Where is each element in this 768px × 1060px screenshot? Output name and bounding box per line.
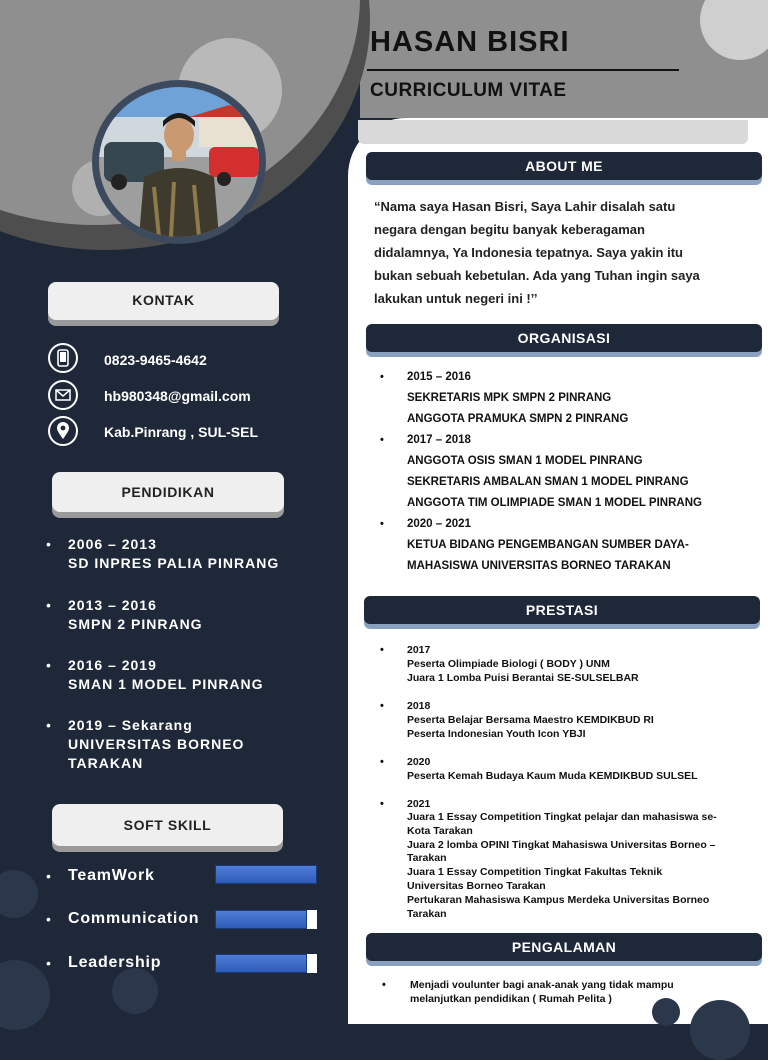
bullet: • [46,717,51,733]
prestasi-line: Peserta Indonesian Youth Icon YBJI [407,728,586,740]
pendidikan-heading: PENDIDIKAN [52,472,284,512]
org-role: SEKRETARIS AMBALAN SMAN 1 MODEL PINRANG [407,476,689,488]
edu-years: 2013 – 2016 [68,597,157,613]
kontak-heading: KONTAK [48,282,279,320]
page-title: HASAN BISRI [370,26,570,58]
prestasi-heading: PRESTASI [364,596,760,624]
edu-school: UNIVERSITAS BORNEO [68,736,245,752]
about-heading: ABOUT ME [366,152,762,180]
skill-level-bar [215,910,307,929]
prestasi-line: Peserta Olimpiade Biologi ( BODY ) UNM [407,658,610,670]
org-role: SEKRETARIS MPK SMPN 2 PINRANG [407,392,612,404]
bullet: • [46,657,51,673]
bullet: • [46,911,51,927]
list-item: • 2017 – 2018 [380,434,471,446]
prestasi-line: Tarakan [407,907,447,920]
edu-school: SMAN 1 MODEL PINRANG [68,676,264,692]
list-item [68,656,264,694]
pengalaman-heading: PENGALAMAN [366,933,762,961]
divider [367,69,679,71]
about-line: “Nama saya Hasan Bisri, Saya Lahir disalah satu [374,199,676,214]
edu-school: TARAKAN [68,755,144,771]
prestasi-line: Juara 2 lomba OPINI Tingkat Mahasiswa Universitas Borneo – [407,838,716,851]
organisasi-heading: ORGANISASI [366,324,762,352]
phone-number: 0823-9465-4642 [104,352,207,368]
email-address: hb980348@gmail.com [104,388,251,404]
skill-track [215,865,317,884]
skill-level-bar [215,865,317,884]
prestasi-year: 2018 [407,700,431,712]
list-item: • Menjadi voulunter bagi anak-anak yang tidak mampu [382,979,674,991]
edu-years: 2006 – 2013 [68,536,157,552]
bullet: • [46,536,51,552]
list-item: • 2020 [380,756,431,768]
list-item [68,535,279,573]
list-item [68,596,203,634]
bullet: • [46,955,51,971]
edu-years: 2019 – Sekarang [68,717,193,733]
list-item: • 2021 [380,798,431,810]
skill-level-bar [215,954,307,973]
skill-label: Communication [68,910,200,927]
decor-strip [358,120,748,144]
skill-label: Leadership [68,954,162,971]
softskill-heading: SOFT SKILL [52,804,283,846]
prestasi-line: Tarakan [407,852,447,865]
about-text [374,195,754,310]
organisasi-list [380,367,760,577]
location-text: Kab.Pinrang , SUL-SEL [104,424,259,440]
edu-years: 2016 – 2019 [68,657,157,673]
pengalaman-list [382,978,752,1006]
org-role: KETUA BIDANG PENGEMBANGAN SUMBER DAYA- [407,539,689,551]
prestasi-line: Pertukaran Mahasiswa Kampus Merdeka Universitas Borneo [407,893,710,906]
list-item: • 2018 [380,700,431,712]
skill-track [215,954,317,973]
phone-icon [48,343,78,373]
about-line: bukan sebuah kebetulan. Ada yang Tuhan ingin saya [374,268,700,283]
list-item [68,716,244,773]
prestasi-year: 2021 [407,798,431,810]
prestasi-line: Peserta Kemah Budaya Kaum Muda KEMDIKBUD SULSEL [407,770,698,782]
location-icon [48,416,78,446]
bullet: • [46,868,51,884]
about-line: lakukan untuk negeri ini !’’ [374,291,538,306]
prestasi-line: Juara 1 Essay Competition Tingkat pelajar dan mahasiswa se- [407,811,717,823]
prestasi-line: Kota Tarakan [407,824,473,837]
prestasi-line: Juara 1 Essay Competition Tingkat Fakultas Teknik [407,866,663,879]
edu-school: SD INPRES PALIA PINRANG [68,555,280,571]
skill-label: TeamWork [68,867,155,884]
prestasi-line: Juara 1 Lomba Puisi Berantai SE-SULSELBAR [407,672,639,684]
email-icon [48,380,78,410]
org-period: 2015 – 2016 [407,371,471,383]
pengalaman-line: melanjutkan pendidikan ( Rumah Pelita ) [410,993,612,1005]
edu-school: SMPN 2 PINRANG [68,616,203,632]
about-line: negara dengan begitu banyak keberagaman [374,222,645,237]
prestasi-year: 2020 [407,756,431,768]
list-item: • 2017 [380,644,431,656]
org-period: 2020 – 2021 [407,518,471,530]
prestasi-line: Peserta Belajar Bersama Maestro KEMDIKBUD RI [407,714,654,726]
pengalaman-line: Menjadi voulunter bagi anak-anak yang tidak mampu [410,979,674,991]
org-role: ANGGOTA TIM OLIMPIADE SMAN 1 MODEL PINRANG [407,497,702,509]
decor-circle [690,1000,750,1060]
avatar [99,87,259,237]
list-item: • 2020 – 2021 [380,518,471,530]
about-line: didalamnya, Ya Indonesia tepatnya. Saya yakin itu [374,245,683,260]
prestasi-line: Universitas Borneo Tarakan [407,879,546,892]
list-item: • 2015 – 2016 [380,371,471,383]
skill-track [215,910,317,929]
org-period: 2017 – 2018 [407,434,471,446]
prestasi-list [380,643,760,921]
org-role: ANGGOTA OSIS SMAN 1 MODEL PINRANG [407,455,643,467]
org-role: MAHASISWA UNIVERSITAS BORNEO TARAKAN [407,560,671,572]
org-role: ANGGOTA PRAMUKA SMPN 2 PINRANG [407,413,629,425]
bullet: • [46,597,51,613]
page-subtitle: CURRICULUM VITAE [370,80,567,101]
decor-circle [112,968,158,1014]
prestasi-year: 2017 [407,644,431,656]
